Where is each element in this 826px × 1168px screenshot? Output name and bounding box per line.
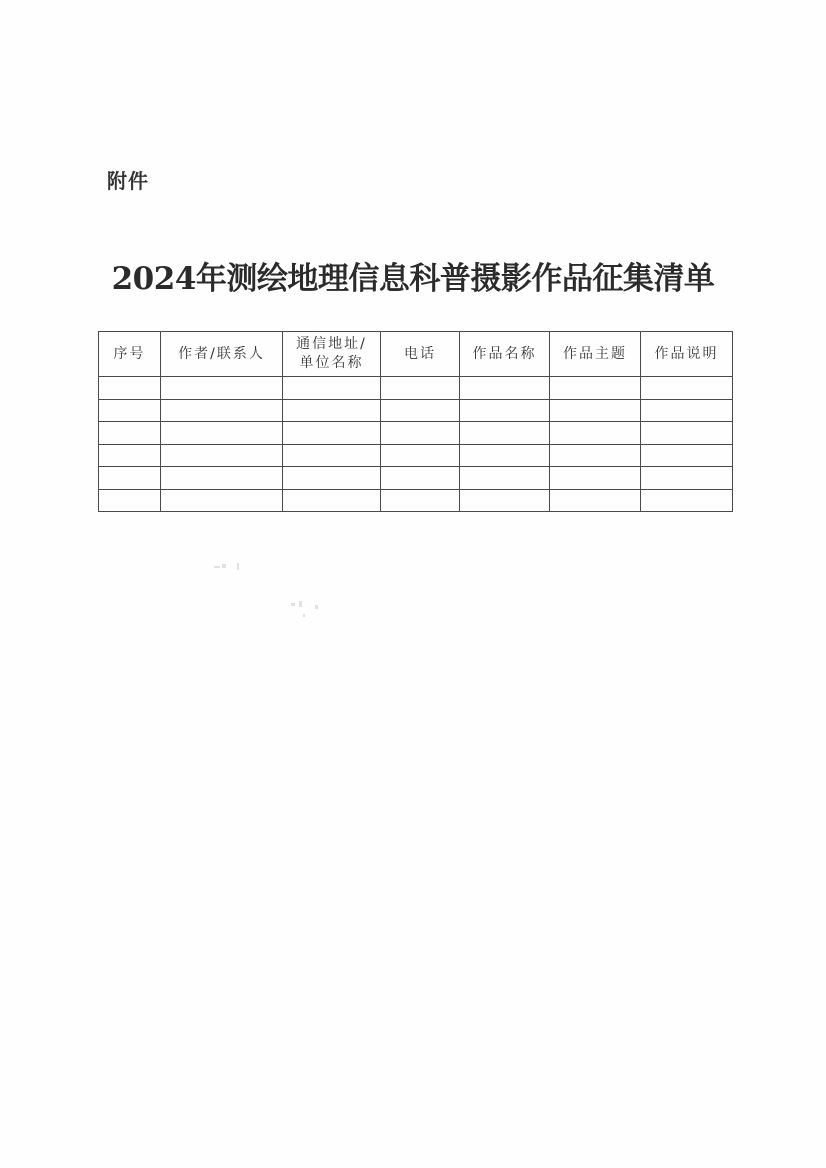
table-row: [99, 467, 733, 490]
table-cell: [283, 377, 381, 400]
table-cell: [641, 467, 733, 490]
column-header-work-name: 作品名称: [460, 332, 550, 377]
table-cell: [161, 444, 283, 467]
table-cell: [460, 422, 550, 445]
table-cell: [550, 467, 641, 490]
table-cell: [381, 399, 460, 422]
table-cell: [99, 489, 161, 512]
table-cell: [460, 489, 550, 512]
table-row: [99, 422, 733, 445]
table-cell: [460, 377, 550, 400]
table-cell: [641, 377, 733, 400]
column-header-author: 作者/联系人: [161, 332, 283, 377]
table-header-row: [99, 332, 733, 377]
table-cell: [99, 377, 161, 400]
table-cell: [283, 489, 381, 512]
submission-list-table: [98, 331, 733, 512]
table-cell: [550, 399, 641, 422]
column-header-phone: 电话: [381, 332, 460, 377]
table-cell: [381, 377, 460, 400]
table-cell: [99, 399, 161, 422]
table-cell: [381, 444, 460, 467]
table-cell: [161, 377, 283, 400]
column-header-work-description: 作品说明: [641, 332, 733, 377]
table-cell: [550, 444, 641, 467]
table-cell: [99, 444, 161, 467]
table-cell: [283, 467, 381, 490]
table-cell: [641, 489, 733, 512]
table-cell: [283, 399, 381, 422]
table-cell: [460, 444, 550, 467]
table-cell: [283, 444, 381, 467]
table-row: [99, 489, 733, 512]
column-header-seq: 序号: [99, 332, 161, 377]
table-row: [99, 444, 733, 467]
table-row: [99, 377, 733, 400]
table-cell: [161, 422, 283, 445]
table-cell: [550, 489, 641, 512]
column-header-work-theme: 作品主题: [550, 332, 641, 377]
attachment-label: 附件: [107, 169, 149, 193]
table-cell: [550, 377, 641, 400]
table-cell: [641, 444, 733, 467]
table-row: [99, 399, 733, 422]
document-title: 2024年测绘地理信息科普摄影作品征集清单: [111, 261, 715, 297]
table-cell: [161, 399, 283, 422]
table-cell: [550, 422, 641, 445]
table-cell: [460, 399, 550, 422]
table-body: [99, 377, 733, 512]
table-cell: [99, 467, 161, 490]
table-cell: [99, 422, 161, 445]
table-cell: [641, 399, 733, 422]
table-cell: [283, 422, 381, 445]
table-cell: [641, 422, 733, 445]
table-cell: [381, 422, 460, 445]
table-cell: [381, 489, 460, 512]
table-cell: [161, 489, 283, 512]
table-cell: [161, 467, 283, 490]
table-cell: [460, 467, 550, 490]
column-header-address: 通信地址/单位名称: [283, 332, 381, 377]
table-cell: [381, 467, 460, 490]
